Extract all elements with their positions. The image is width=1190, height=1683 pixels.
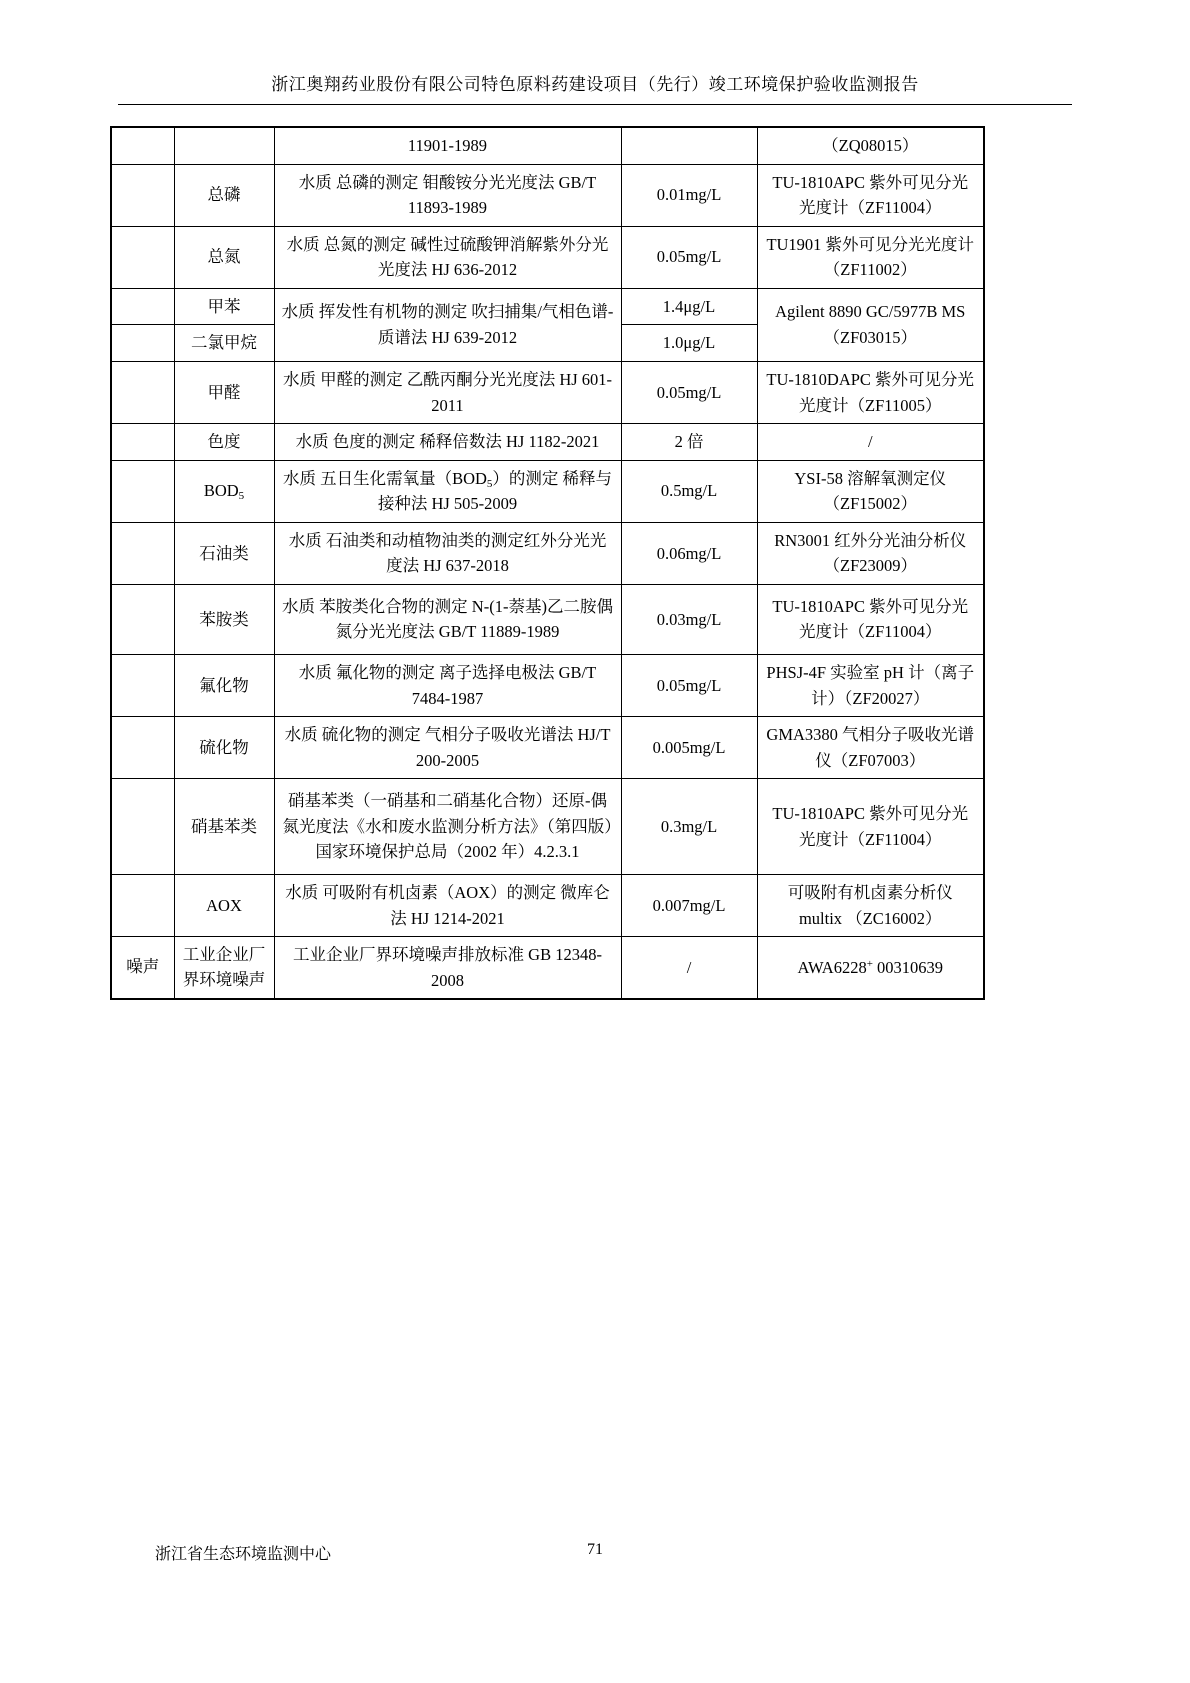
cell-method: 水质 五日生化需氧量$(BOD_5)$的测定 稀释与接种法 HJ 505-2009 xyxy=(274,460,621,522)
table-row xyxy=(111,717,984,779)
cell-item: 石油类 xyxy=(174,522,274,584)
cell-item: 硫化物 xyxy=(174,717,274,779)
cell-instrument: TU-1810APC 紫外可见分光光度计（ZF11004） xyxy=(757,584,984,654)
table-row xyxy=(111,874,984,936)
cell-limit: 0.03mg/L xyxy=(621,584,757,654)
cell-instrument: GMA3380 气相分子吸收光谱仪（ZF07003） xyxy=(757,717,984,779)
cell-method: 水质 硫化物的测定 气相分子吸收光谱法 HJ/T 200-2005 xyxy=(274,717,621,779)
cell-instrument-noise: AWA6228+ 00310639 xyxy=(757,937,984,1000)
table-row xyxy=(111,424,984,461)
cell-method: 硝基苯类（一硝基和二硝基化合物）还原-偶氮光度法《水和废水监测分析方法》（第四版）国家环境保护总局（2002 年）4.2.3.1 xyxy=(274,779,621,875)
cell-category xyxy=(111,717,174,779)
cell-method: 水质 总磷的测定 钼酸铵分光光度法 GB/T 11893-1989 xyxy=(274,164,621,226)
cell-item: 苯胺类 xyxy=(174,584,274,654)
cell-category xyxy=(111,522,174,584)
cell-method-continuation: 11901-1989 xyxy=(274,127,621,164)
cell-category xyxy=(111,874,174,936)
cell-item: 甲苯 xyxy=(174,288,274,325)
cell-category xyxy=(111,779,174,875)
table-row xyxy=(111,460,984,522)
cell-method: 水质 苯胺类化合物的测定 N-(1-萘基)乙二胺偶氮分光光度法 GB/T 11889-1989 xyxy=(274,584,621,654)
cell-limit: 0.3mg/L xyxy=(621,779,757,875)
cell-limit: 1.4μg/L xyxy=(621,288,757,325)
cell-category xyxy=(111,325,174,362)
header-title: 浙江奥翔药业股份有限公司特色原料药建设项目（先行）竣工环境保护验收监测报告 xyxy=(271,75,919,94)
cell-limit-continuation xyxy=(621,127,757,164)
cell-limit: 0.05mg/L xyxy=(621,226,757,288)
cell-category xyxy=(111,361,174,423)
cell-category-noise: 噪声 xyxy=(111,937,174,1000)
cell-limit: 1.0μg/L xyxy=(621,325,757,362)
cell-method: 水质 挥发性有机物的测定 吹扫捕集/气相色谱-质谱法 HJ 639-2012 xyxy=(274,288,621,361)
table-row xyxy=(111,361,984,423)
cell-instrument: TU-1810DAPC 紫外可见分光光度计（ZF11005） xyxy=(757,361,984,423)
cell-method: 水质 氟化物的测定 离子选择电极法 GB/T 7484-1987 xyxy=(274,655,621,717)
table-row xyxy=(111,226,984,288)
cell-instrument-continuation: （ZQ08015） xyxy=(757,127,984,164)
cell-instrument: TU-1810APC 紫外可见分光光度计（ZF11004） xyxy=(757,779,984,875)
cell-category xyxy=(111,226,174,288)
cell-item: 甲醛 xyxy=(174,361,274,423)
cell-item: 二氯甲烷 xyxy=(174,325,274,362)
cell-category xyxy=(111,288,174,325)
cell-item-noise: 工业企业厂界环境噪声 xyxy=(174,937,274,1000)
cell-instrument: PHSJ-4F 实验室 pH 计（离子计）（ZF20027） xyxy=(757,655,984,717)
cell-category xyxy=(111,460,174,522)
cell-item-continuation xyxy=(174,127,274,164)
cell-limit: 2 倍 xyxy=(621,424,757,461)
page-header xyxy=(0,70,1190,95)
cell-limit: 0.005mg/L xyxy=(621,717,757,779)
table-row xyxy=(111,288,984,325)
cell-instrument: / xyxy=(757,424,984,461)
cell-limit: 0.007mg/L xyxy=(621,874,757,936)
table-row xyxy=(111,937,984,1000)
cell-limit-noise: / xyxy=(621,937,757,1000)
cell-instrument: TU1901 紫外可见分光光度计（ZF11002） xyxy=(757,226,984,288)
cell-method: 水质 总氮的测定 碱性过硫酸钾消解紫外分光光度法 HJ 636-2012 xyxy=(274,226,621,288)
table-row xyxy=(111,584,984,654)
table-row xyxy=(111,164,984,226)
cell-limit: 0.5mg/L xyxy=(621,460,757,522)
cell-item: 氟化物 xyxy=(174,655,274,717)
cell-instrument: TU-1810APC 紫外可见分光光度计（ZF11004） xyxy=(757,164,984,226)
cell-limit: 0.06mg/L xyxy=(621,522,757,584)
cell-item: 色度 xyxy=(174,424,274,461)
table-row xyxy=(111,779,984,875)
cell-instrument: RN3001 红外分光油分析仪（ZF23009） xyxy=(757,522,984,584)
cell-method: 水质 可吸附有机卤素（AOX）的测定 微库仑法 HJ 1214-2021 xyxy=(274,874,621,936)
cell-method: 水质 色度的测定 稀释倍数法 HJ 1182-2021 xyxy=(274,424,621,461)
cell-category xyxy=(111,424,174,461)
cell-method: 水质 甲醛的测定 乙酰丙酮分光光度法 HJ 601-2011 xyxy=(274,361,621,423)
cell-limit: 0.01mg/L xyxy=(621,164,757,226)
cell-item: 总磷 xyxy=(174,164,274,226)
cell-limit: 0.05mg/L xyxy=(621,361,757,423)
cell-instrument: YSI-58 溶解氧测定仪（ZF15002） xyxy=(757,460,984,522)
cell-item: 总氮 xyxy=(174,226,274,288)
cell-instrument: Agilent 8890 GC/5977B MS（ZF03015） xyxy=(757,288,984,361)
table-row xyxy=(111,127,984,164)
cell-instrument: 可吸附有机卤素分析仪 multix （ZC16002） xyxy=(757,874,984,936)
cell-category-continuation xyxy=(111,127,174,164)
cell-method-noise: 工业企业厂界环境噪声排放标准 GB 12348-2008 xyxy=(274,937,621,1000)
table-row xyxy=(111,655,984,717)
page-footer xyxy=(0,1541,1190,1565)
table-row xyxy=(111,522,984,584)
cell-item: $BOD_5$ xyxy=(174,460,274,522)
footer-organization: 浙江省生态环境监测中心 xyxy=(155,1546,332,1563)
cell-category xyxy=(111,655,174,717)
monitoring-methods-table xyxy=(110,126,983,1000)
footer-page-number: 71 xyxy=(587,1541,603,1558)
cell-category xyxy=(111,584,174,654)
cell-category xyxy=(111,164,174,226)
cell-method: 水质 石油类和动植物油类的测定红外分光光度法 HJ 637-2018 xyxy=(274,522,621,584)
cell-item: AOX xyxy=(174,874,274,936)
cell-item: 硝基苯类 xyxy=(174,779,274,875)
cell-limit: 0.05mg/L xyxy=(621,655,757,717)
header-divider xyxy=(118,104,1072,105)
